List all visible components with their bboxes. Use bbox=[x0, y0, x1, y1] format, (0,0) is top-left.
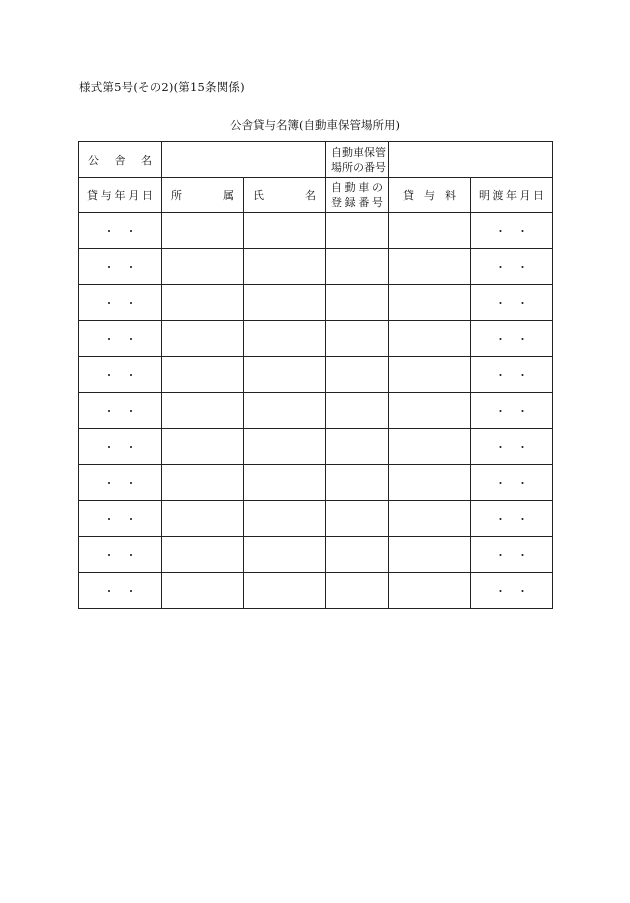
name-cell[interactable] bbox=[244, 393, 326, 429]
affiliation-cell[interactable] bbox=[162, 465, 244, 501]
return-date-cell[interactable] bbox=[471, 393, 553, 429]
vehicle-number-cell[interactable] bbox=[326, 537, 389, 573]
name-cell[interactable] bbox=[244, 357, 326, 393]
name-cell[interactable] bbox=[244, 249, 326, 285]
return-date-cell[interactable] bbox=[471, 537, 553, 573]
affiliation-cell[interactable] bbox=[162, 285, 244, 321]
vehicle-number-cell[interactable] bbox=[326, 285, 389, 321]
table-row bbox=[79, 321, 553, 357]
fee-cell[interactable] bbox=[389, 321, 471, 357]
date-placeholder: ・ ・ bbox=[103, 332, 137, 346]
header-row-residence bbox=[79, 142, 553, 178]
col-lend-date: 貸 与 年 月 日 bbox=[79, 178, 162, 213]
date-placeholder: ・ ・ bbox=[495, 296, 528, 310]
col-name: 氏 名 bbox=[244, 178, 326, 213]
vehicle-number-cell[interactable] bbox=[326, 429, 389, 465]
header-row-columns bbox=[79, 178, 553, 213]
col-affiliation: 所 属 bbox=[162, 178, 244, 213]
name-cell[interactable] bbox=[244, 465, 326, 501]
affiliation-cell[interactable] bbox=[162, 357, 244, 393]
lend-date-cell[interactable] bbox=[79, 285, 162, 321]
date-placeholder: ・ ・ bbox=[495, 368, 528, 382]
lend-date-cell[interactable] bbox=[79, 249, 162, 285]
date-placeholder: ・ ・ bbox=[103, 548, 137, 562]
date-placeholder: ・ ・ bbox=[495, 512, 528, 526]
table-row bbox=[79, 537, 553, 573]
affiliation-cell[interactable] bbox=[162, 213, 244, 249]
lend-date-cell[interactable] bbox=[79, 573, 162, 609]
name-cell[interactable] bbox=[244, 213, 326, 249]
fee-cell[interactable] bbox=[389, 249, 471, 285]
affiliation-cell[interactable] bbox=[162, 537, 244, 573]
table-row bbox=[79, 429, 553, 465]
name-cell[interactable] bbox=[244, 321, 326, 357]
date-placeholder: ・ ・ bbox=[495, 440, 528, 454]
return-date-cell[interactable] bbox=[471, 573, 553, 609]
affiliation-cell[interactable] bbox=[162, 501, 244, 537]
lend-date-cell[interactable] bbox=[79, 357, 162, 393]
vehicle-number-cell[interactable] bbox=[326, 573, 389, 609]
fee-cell[interactable] bbox=[389, 429, 471, 465]
fee-cell[interactable] bbox=[389, 357, 471, 393]
residence-value-cell[interactable] bbox=[162, 142, 326, 178]
parking-label: 自 動 車 保 管 場 所 の 番 号 bbox=[331, 145, 386, 174]
vehicle-number-cell[interactable] bbox=[326, 357, 389, 393]
name-cell[interactable] bbox=[244, 537, 326, 573]
date-placeholder: ・ ・ bbox=[103, 224, 137, 238]
affiliation-cell[interactable] bbox=[162, 429, 244, 465]
return-date-cell[interactable] bbox=[471, 285, 553, 321]
table-row bbox=[79, 573, 553, 609]
date-placeholder: ・ ・ bbox=[495, 404, 528, 418]
name-cell[interactable] bbox=[244, 429, 326, 465]
affiliation-cell[interactable] bbox=[162, 249, 244, 285]
col-fee: 貸 与 料 bbox=[389, 178, 471, 213]
affiliation-cell[interactable] bbox=[162, 321, 244, 357]
lend-date-cell[interactable] bbox=[79, 429, 162, 465]
return-date-cell[interactable] bbox=[471, 213, 553, 249]
lend-date-cell[interactable] bbox=[79, 393, 162, 429]
date-placeholder: ・ ・ bbox=[103, 404, 137, 418]
date-placeholder: ・ ・ bbox=[495, 548, 528, 562]
date-placeholder: ・ ・ bbox=[103, 584, 137, 598]
name-cell[interactable] bbox=[244, 501, 326, 537]
return-date-cell[interactable] bbox=[471, 357, 553, 393]
lend-date-cell[interactable] bbox=[79, 321, 162, 357]
return-date-cell[interactable] bbox=[471, 429, 553, 465]
fee-cell[interactable] bbox=[389, 213, 471, 249]
fee-cell[interactable] bbox=[389, 465, 471, 501]
date-placeholder: ・ ・ bbox=[495, 224, 528, 238]
lend-date-cell[interactable] bbox=[79, 465, 162, 501]
name-cell[interactable] bbox=[244, 285, 326, 321]
date-placeholder: ・ ・ bbox=[495, 260, 528, 274]
return-date-cell[interactable] bbox=[471, 249, 553, 285]
fee-cell[interactable] bbox=[389, 573, 471, 609]
table-row bbox=[79, 501, 553, 537]
fee-cell[interactable] bbox=[389, 393, 471, 429]
table-row bbox=[79, 249, 553, 285]
name-cell[interactable] bbox=[244, 573, 326, 609]
lend-date-cell[interactable] bbox=[79, 537, 162, 573]
date-placeholder: ・ ・ bbox=[103, 368, 137, 382]
table-row bbox=[79, 213, 553, 249]
return-date-cell[interactable] bbox=[471, 501, 553, 537]
vehicle-number-cell[interactable] bbox=[326, 321, 389, 357]
date-placeholder: ・ ・ bbox=[495, 584, 528, 598]
date-placeholder: ・ ・ bbox=[495, 476, 528, 490]
vehicle-number-cell[interactable] bbox=[326, 465, 389, 501]
date-placeholder: ・ ・ bbox=[103, 440, 137, 454]
return-date-cell[interactable] bbox=[471, 321, 553, 357]
date-placeholder: ・ ・ bbox=[103, 296, 137, 310]
residence-label: 公 舎 名 bbox=[88, 153, 152, 167]
date-placeholder: ・ ・ bbox=[103, 260, 137, 274]
vehicle-number-cell[interactable] bbox=[326, 393, 389, 429]
col-vehicle-number: 自 動 車 の 登 録 番 号 bbox=[326, 178, 389, 213]
vehicle-number-cell[interactable] bbox=[326, 213, 389, 249]
lending-register-table bbox=[78, 141, 553, 609]
table-row bbox=[79, 357, 553, 393]
parking-label-cell bbox=[326, 142, 389, 178]
affiliation-cell[interactable] bbox=[162, 393, 244, 429]
vehicle-number-cell[interactable] bbox=[326, 249, 389, 285]
return-date-cell[interactable] bbox=[471, 465, 553, 501]
parking-value-cell[interactable] bbox=[389, 142, 553, 178]
date-placeholder: ・ ・ bbox=[495, 332, 528, 346]
table-row bbox=[79, 393, 553, 429]
fee-cell[interactable] bbox=[389, 537, 471, 573]
date-placeholder: ・ ・ bbox=[103, 476, 137, 490]
document-title: 公舎貸与名簿(自動車保管場所用) bbox=[230, 118, 400, 132]
col-return-date: 明 渡 年 月 日 bbox=[471, 178, 553, 213]
date-placeholder: ・ ・ bbox=[103, 512, 137, 526]
table-row bbox=[79, 285, 553, 321]
residence-label-cell bbox=[79, 142, 162, 178]
affiliation-cell[interactable] bbox=[162, 573, 244, 609]
vehicle-number-cell[interactable] bbox=[326, 501, 389, 537]
fee-cell[interactable] bbox=[389, 501, 471, 537]
table-row bbox=[79, 465, 553, 501]
lend-date-cell[interactable] bbox=[79, 501, 162, 537]
form-number: 様式第5号(その2)(第15条関係) bbox=[79, 80, 245, 94]
lend-date-cell[interactable] bbox=[79, 213, 162, 249]
fee-cell[interactable] bbox=[389, 285, 471, 321]
